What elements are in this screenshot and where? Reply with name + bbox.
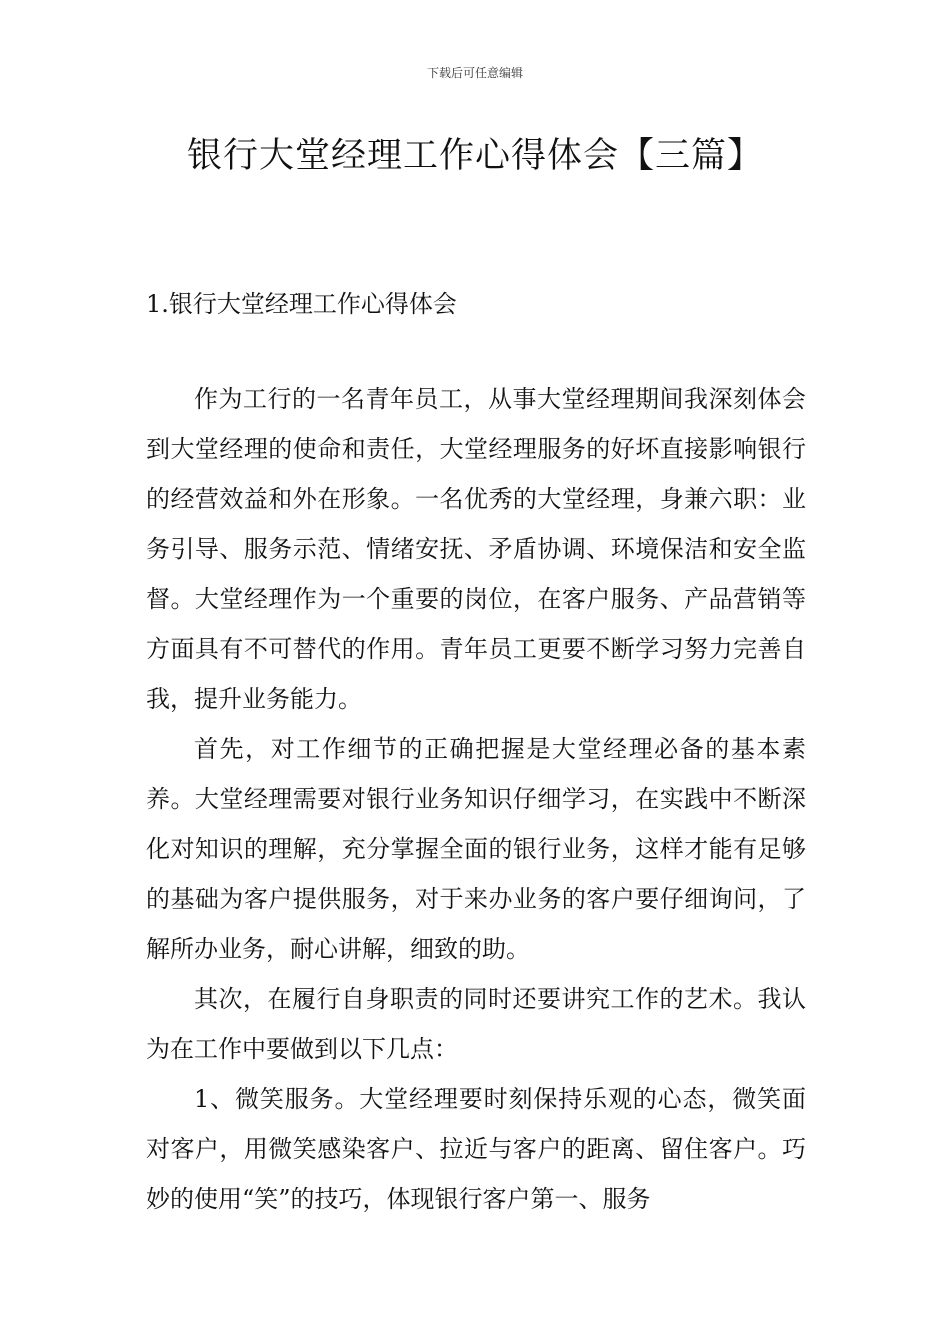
- body-text: [146, 374, 806, 1224]
- paragraph-1: 作为工行的一名青年员工，从事大堂经理期间我深刻体会到大堂经理的使命和责任，大堂经理服务的好坏直接影响银行的经营效益和外在形象。一名优秀的大堂经理，身兼六职：业务引导、服务示范、情绪安抚、矛盾协调、环境保洁和安全监督。大堂经理作为一个重要的岗位，在客户服务、产品营销等方面具有不可替代的作用。青年员工更要不断学习努力完善自我，提升业务能力。: [146, 385, 806, 713]
- header-note: 下载后可任意编辑: [426, 66, 523, 80]
- paragraph-4: 1、微笑服务。大堂经理要时刻保持乐观的心态，微笑面对客户，用微笑感染客户、拉近与客户的距离、留住客户。巧妙的使用“笑”的技巧，体现银行客户第一、服务: [146, 1085, 806, 1213]
- section-heading: 1.银行大堂经理工作心得体会: [146, 290, 457, 318]
- document-title: 银行大堂经理工作心得体会【三篇】: [186, 136, 763, 176]
- paragraph-3: 其次，在履行自身职责的同时还要讲究工作的艺术。我认为在工作中要做到以下几点：: [146, 985, 806, 1063]
- paragraph-2: 首先，对工作细节的正确把握是大堂经理必备的基本素养。大堂经理需要对银行业务知识仔细学习，在实践中不断深化对知识的理解，充分掌握全面的银行业务，这样才能有足够的基础为客户提供服务，对于来办业务的客户要仔细询问，了解所办业务，耐心讲解，细致的助。: [146, 735, 806, 963]
